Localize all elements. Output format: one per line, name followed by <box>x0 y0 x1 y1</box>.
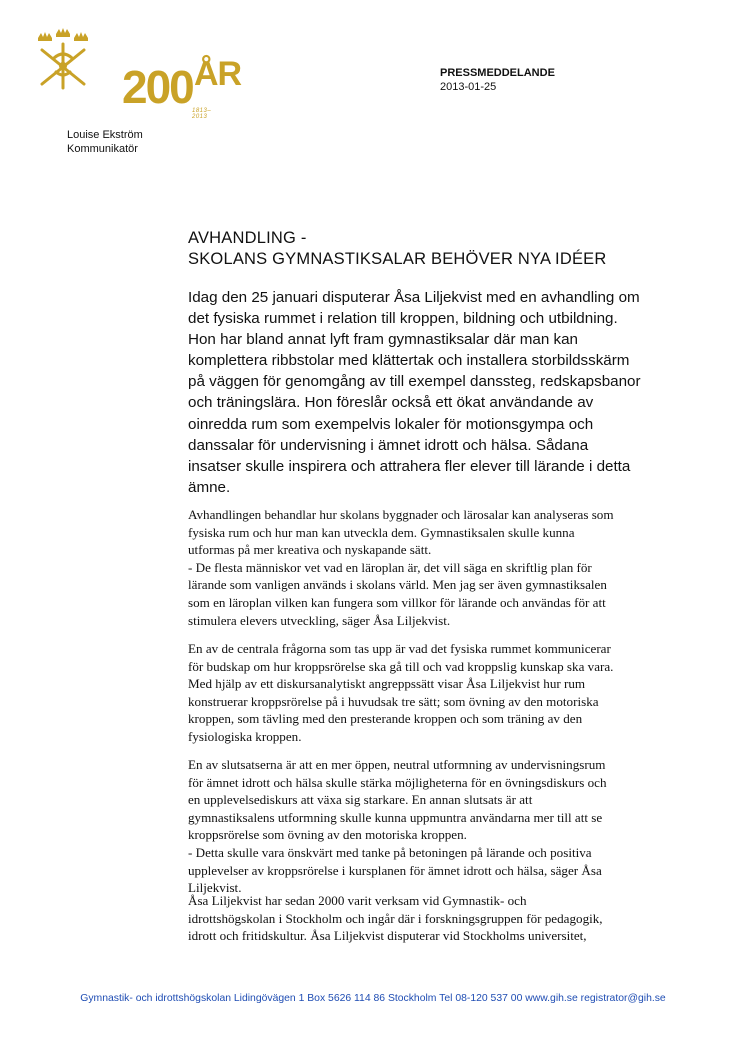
ingress-line: det fysiska rummet i relation till kroppen, bildning och utbildning. <box>188 310 618 328</box>
paragraph-line: fysiska rum och hur man kan utveckla dem. Gymnastiksalen skulle kunna <box>188 524 575 540</box>
ingress-line: Idag den 25 januari disputerar Åsa Liljekvist med en avhandling om <box>188 289 640 306</box>
press-header <box>440 66 555 94</box>
paragraph-line: gymnastiksalens utformning skulle kunna uppmuntra användarna mer till att se <box>188 809 603 825</box>
gih-200-logo <box>34 28 242 120</box>
logo-number: 200 <box>122 61 193 113</box>
paragraph-line: fysiologiska kroppen. <box>188 728 302 744</box>
ingress-line: oinredda rum som exempelvis lokaler för motionsgympa och <box>188 415 594 433</box>
author-block <box>67 128 143 156</box>
title-line-2: SKOLANS GYMNASTIKSALAR BEHÖVER NYA IDÉER <box>188 250 607 268</box>
body-paragraph-2 <box>188 640 658 746</box>
ingress-line: ämne. <box>188 478 231 496</box>
paragraph-line: för ämnet idrott och hälsa skulle stärka möjligheterna för en övningsdiskurs och <box>188 774 607 790</box>
paragraph-line: utformas på mer kreativa och nyskapande sätt. <box>188 542 432 558</box>
paragraph-line: upplevelser av kroppsrörelse i kursplanen för ämnet idrott och hälsa, säger Åsa <box>188 862 602 878</box>
paragraph-line: En av slutsatserna är att en mer öppen, neutral utformning av undervisningsrum <box>188 757 606 772</box>
logo-years: 1813–2013 <box>192 108 212 120</box>
ingress-line: och träningslära. Hon föreslår också ett ökat användande av <box>188 394 594 412</box>
paragraph-line: lärande som vanligen används i skolans värld. Men jag ser även gymnastiksalen <box>188 577 607 593</box>
paragraph-line: idrott och fritidskultur. Åsa Liljekvist disputerar vid Stockholms universitet, <box>188 928 587 944</box>
page-title <box>188 228 606 270</box>
author-role: Kommunikatör <box>67 143 138 155</box>
paragraph-line: - Detta skulle vara önskvärt med tanke på betoningen på lärande och positiva <box>188 844 592 860</box>
crowns-emblem-icon <box>34 28 94 94</box>
ingress-line: komplettera ribbstolar med klättertak och installera storbildsskärm <box>188 352 630 370</box>
paragraph-line: en upplevelsediskurs att växa sig starkare. En annan slutsats är att <box>188 792 533 808</box>
body-paragraph-4 <box>188 892 658 945</box>
paragraph-line: Liljekvist. <box>188 880 242 896</box>
logo-suffix: ÅR <box>194 55 242 93</box>
footer-contact: Gymnastik- och idrottshögskolan Lidingövägen 1 Box 5626 114 86 Stockholm Tel 08-120 537 00 www.gih.se registrator@gih.se <box>80 993 666 1004</box>
paragraph-line: En av de centrala frågorna som tas upp är vad det fysiska rummet kommunicerar <box>188 641 611 656</box>
paragraph-line: som en läroplan vilken kan fungera som villkor för lärande och användas för att <box>188 594 606 610</box>
author-name: Louise Ekström <box>67 129 143 141</box>
paragraph-line: - De flesta människor vet vad en läroplan är, det vill säga en skriftlig plan för <box>188 559 592 575</box>
paragraph-line: kroppsrörelse som övning av den motoriska kroppen. <box>188 827 467 843</box>
press-label: PRESSMEDDELANDE <box>440 67 555 79</box>
paragraph-line: kroppen, som tävling med den presterande kroppen och som träning av den <box>188 711 583 727</box>
body-paragraph-3 <box>188 756 658 897</box>
paragraph-line: Avhandlingen behandlar hur skolans byggnader och lärosalar kan analyseras som <box>188 507 614 522</box>
paragraph-line: idrottshögskolan i Stockholm och ingår där i forskningsgruppen för pedagogik, <box>188 910 603 926</box>
ingress-line: Hon har bland annat lyft fram gymnastiksalar där man kan <box>188 331 579 349</box>
paragraph-line: Åsa Liljekvist har sedan 2000 varit verksam vid Gymnastik- och <box>188 893 527 908</box>
paragraph-line: för budskap om hur kroppsrörelse ska gå till och vad kroppslig kunskap ska vara. <box>188 658 614 674</box>
paragraph-line: stimulera elevers utveckling, säger Åsa Liljekvist. <box>188 612 451 628</box>
paragraph-line: konstruerar kroppsrörelse på i huvudsak tre sätt; som övning av den motoriska <box>188 693 599 709</box>
ingress-line: insatser skulle inspirera och attrahera fler elever till lärande i detta <box>188 457 631 475</box>
ingress-line: danssalar för undervisning i ämnet idrott och hälsa. Sådana <box>188 436 589 454</box>
press-date: 2013-01-25 <box>440 81 497 93</box>
title-line-1: AVHANDLING - <box>188 229 307 247</box>
body-paragraph-1 <box>188 506 658 629</box>
paragraph-line: Med hjälp av ett diskursanalytiskt angreppssätt visar Åsa Liljekvist hur rum <box>188 676 586 692</box>
ingress-line: på väggen för genomgång av till exempel danssteg, redskapsbanor <box>188 373 641 391</box>
ingress-paragraph <box>188 287 678 498</box>
